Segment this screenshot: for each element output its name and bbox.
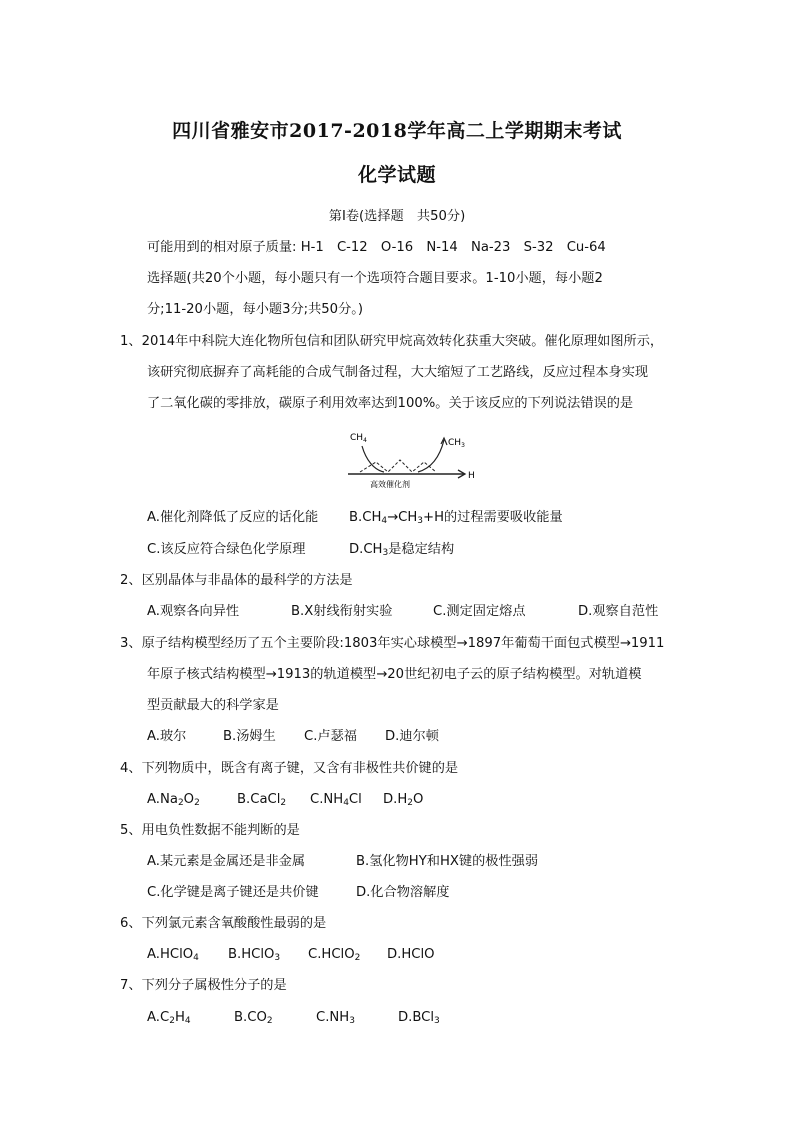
ch4-label: $CH_4$: [350, 433, 367, 444]
q3-stem-line-2: 年原子核式结构模型→1913的轨道模型→20世纪初电子云的原子结构模型。对轨道模: [147, 667, 642, 682]
catalyst-label: 高效催化剂: [370, 480, 410, 489]
q1-stem-line-3: 了二氧化碳的零排放，碳原子利用效率达到100%。关于该反应的下列说法错误的是: [147, 396, 634, 411]
q1-option-b: $B.CH_4\to CH_3+H$的过程需要吸收能量: [349, 510, 563, 526]
ch3-label: $CH_3$: [448, 438, 465, 449]
q2-stem: 2、区别晶体与非晶体的最科学的方法是: [120, 573, 353, 588]
q6-stem: 6、下列氯元素含氧酸酸性最弱的是: [120, 916, 327, 931]
q1-stem-line-1: 1、2014年中科院大连化物所包信和团队研究甲烷高效转化获重大突破。催化原理如图所示，: [120, 334, 664, 349]
exam-title: 四川省雅安市2017-2018学年高二上学期期末考试: [172, 120, 622, 142]
q3-option-d: D.迪尔顿: [385, 729, 439, 744]
atomic-masses: 可能用到的相对原子质量: H-1 C-12 O-16 N-14 Na-23 S-32 Cu-64: [147, 240, 606, 255]
q1-option-d: $D.CH_3$是稳定结构: [349, 542, 455, 558]
q6-option-d: D.HClO: [387, 947, 435, 962]
q1-option-c: C.该反应符合绿色化学原理: [147, 542, 306, 557]
q5-option-c: C.化学键是离子键还是共价键: [147, 885, 319, 900]
q2-option-c: C.测定固定熔点: [433, 604, 526, 619]
q3-option-b: B.汤姆生: [223, 729, 276, 744]
q5-option-b: B.氢化物HY和HX键的极性强弱: [356, 854, 539, 869]
q4-option-a: $A.Na_2O_2$: [147, 792, 200, 808]
q4-option-d: $D.H_2O$: [383, 792, 424, 808]
q3-option-c: C.卢瑟福: [304, 729, 357, 744]
q7-option-b: $B.CO_2$: [234, 1010, 273, 1026]
q6-option-a: A.HClO$_4$: [147, 947, 199, 963]
q3-stem-line-3: 型贡献最大的科学家是: [147, 698, 279, 713]
q3-option-a: A.玻尔: [147, 729, 187, 744]
q4-option-c: $C.NH_4Cl$: [310, 792, 362, 808]
h-label: H: [468, 471, 475, 481]
q7-stem: 7、下列分子属极性分子的是: [120, 978, 287, 993]
q3-stem-line-1: 3、原子结构模型经历了五个主要阶段:1803年实心球模型→1897年葡萄干面包式模型→1911: [120, 636, 665, 651]
q1-option-a: A.催化剂降低了反应的话化能: [147, 510, 319, 525]
exam-subtitle: 化学试题: [357, 164, 436, 186]
q2-option-d: D.观察自范性: [578, 604, 659, 619]
q2-option-b: B.X射线衔射实验: [291, 604, 393, 619]
catalysis-diagram: [340, 426, 480, 492]
q5-option-d: D.化合物溶解度: [356, 885, 450, 900]
dashed-zigzag: [360, 460, 436, 472]
instructions-line-1: 选择题(共20个小题，每小题只有一个选项符合题目要求。1-10小题，每小题2: [147, 271, 603, 286]
q6-option-c: C.HClO$_2$: [308, 947, 361, 963]
section-heading: 第I卷(选择题 共50分): [328, 209, 466, 224]
q4-stem: 4、下列物质中，既含有离子键，又含有非极性共价键的是: [120, 761, 459, 776]
q5-stem: 5、用电负性数据不能判断的是: [120, 823, 300, 838]
instructions-line-2: 分;11-20小题，每小题3分;共50分。): [147, 302, 363, 317]
q7-option-c: $C.NH_3$: [316, 1010, 355, 1026]
q6-option-b: B.HClO$_3$: [228, 947, 281, 963]
q5-option-a: A.某元素是金属还是非金属: [147, 854, 306, 869]
q7-option-d: D.BCl$_3$: [398, 1010, 440, 1026]
q4-option-b: B.CaCl$_2$: [237, 792, 287, 808]
q7-option-a: $A.C_2H_4$: [147, 1010, 191, 1026]
q1-stem-line-2: 该研究彻底摒弃了高耗能的合成气制备过程，大大缩短了工艺路线，反应过程本身实现: [147, 365, 649, 380]
q2-option-a: A.观察各向异性: [147, 604, 240, 619]
